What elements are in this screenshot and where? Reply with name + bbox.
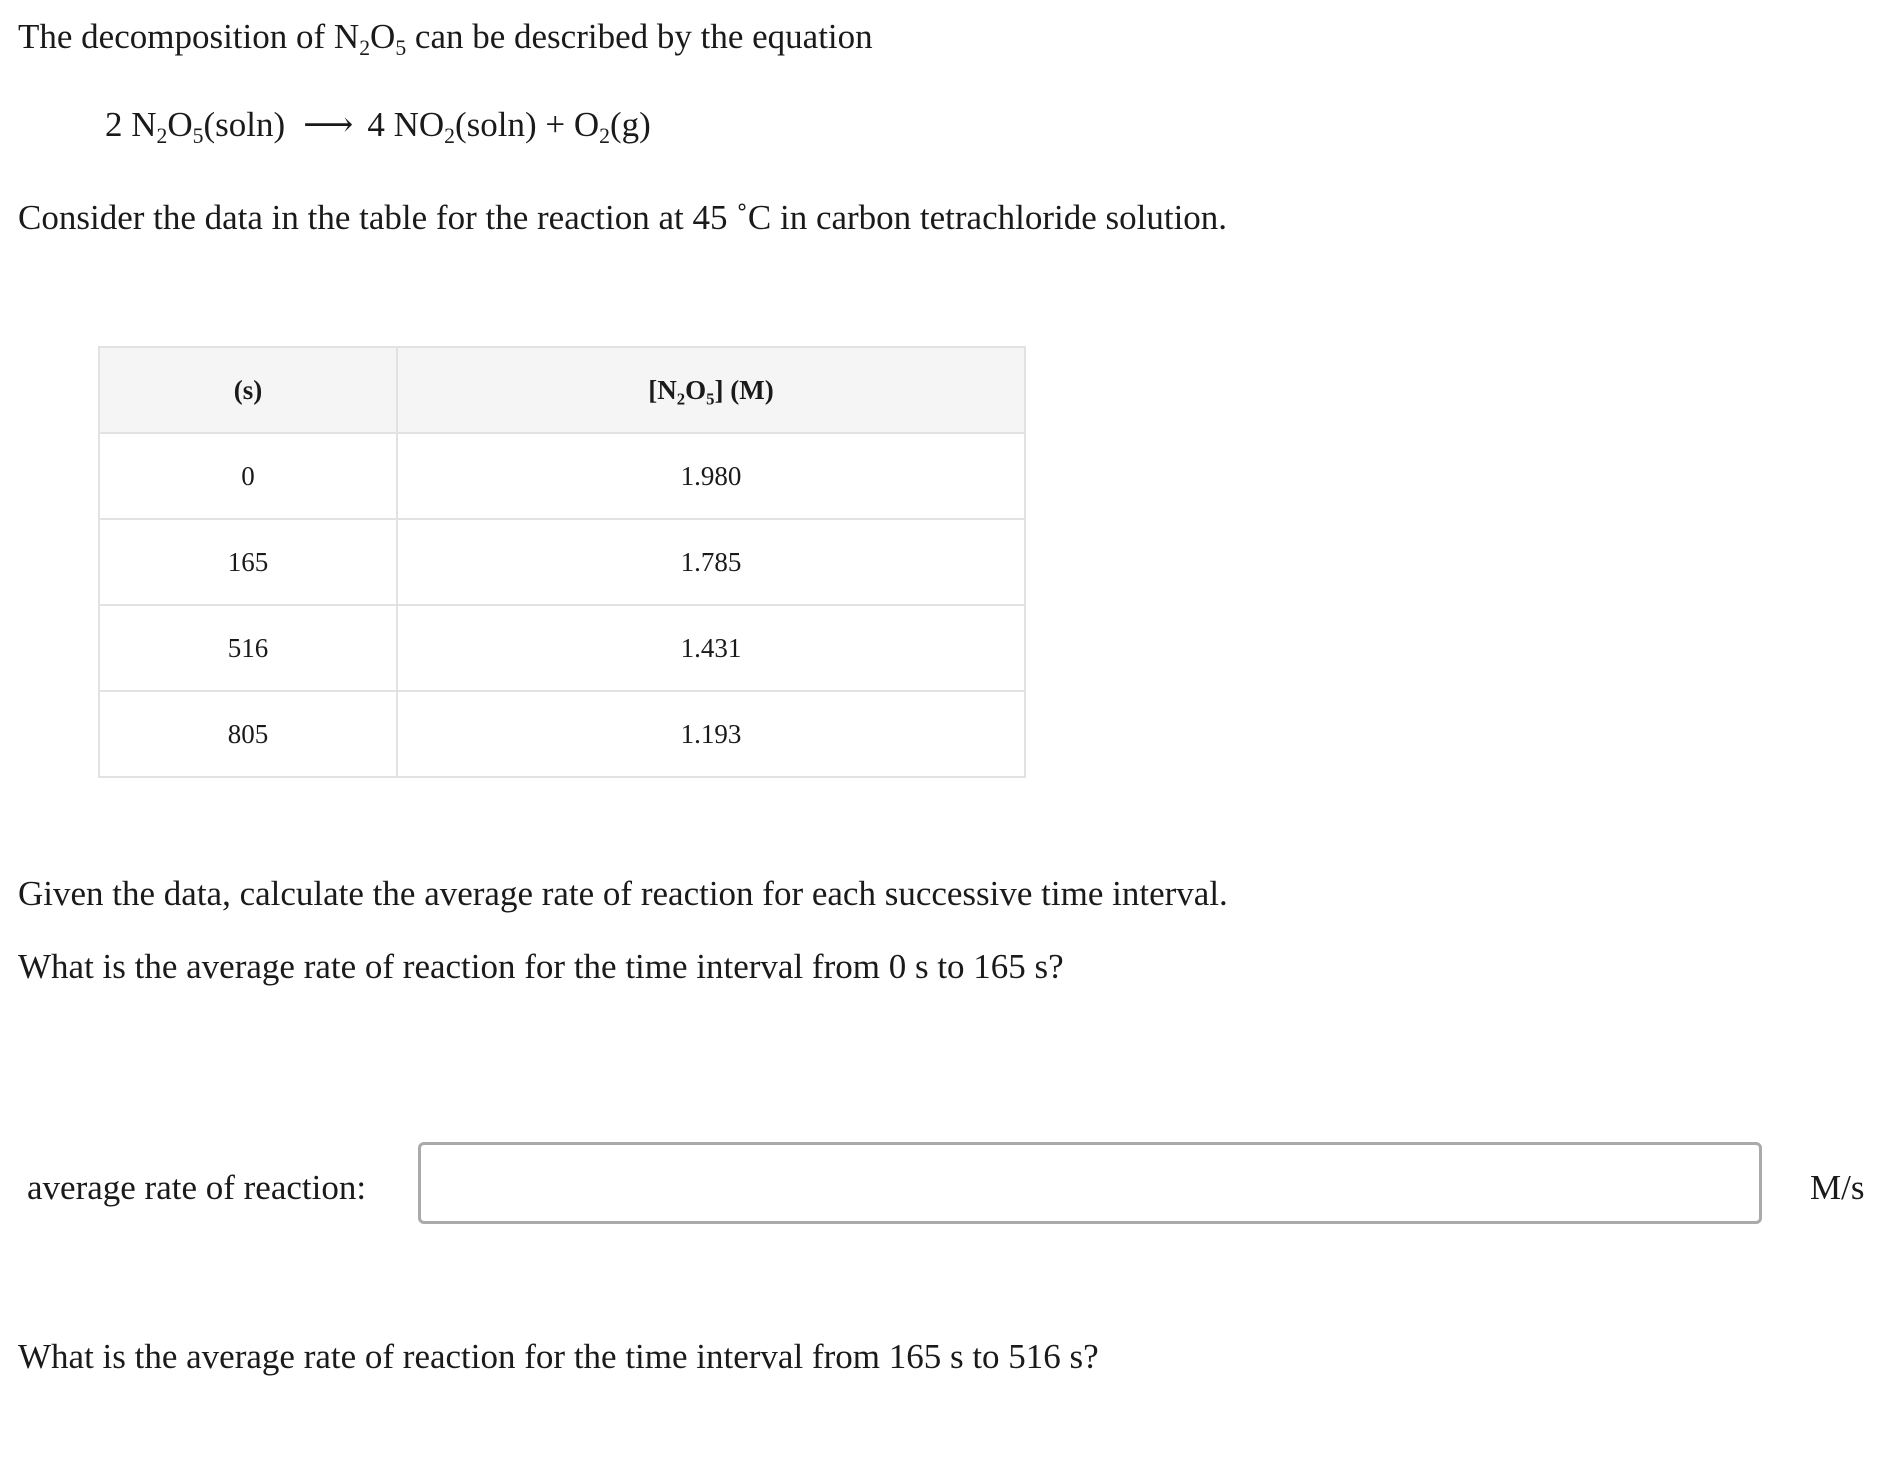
question-2-text: What is the average rate of reaction for the time interval from 165 s to 516 s?: [18, 1337, 1099, 1376]
concentration-cell: 1.193: [397, 691, 1025, 777]
time-column-header: (s): [99, 347, 397, 433]
kinetics-data-table: [98, 346, 1026, 778]
reaction-arrow: ⟶: [303, 105, 354, 144]
table-row: [99, 519, 1025, 605]
average-rate-input[interactable]: [418, 1142, 1762, 1224]
time-cell: 805: [99, 691, 397, 777]
average-rate-label: average rate of reaction:: [27, 1168, 367, 1207]
concentration-cell: 1.785: [397, 519, 1025, 605]
time-cell: 0: [99, 433, 397, 519]
instruction-text: Given the data, calculate the average rate of reaction for each successive time interval.: [18, 874, 1228, 913]
question-1-text: What is the average rate of reaction for the time interval from 0 s to 165 s?: [18, 947, 1064, 986]
time-cell: 516: [99, 605, 397, 691]
table-row: [99, 691, 1025, 777]
consider-text: Consider the data in the table for the reaction at 45 ˚C in carbon tetrachloride solution.: [18, 198, 1228, 237]
concentration-cell: 1.980: [397, 433, 1025, 519]
rate-unit-label: M/s: [1810, 1168, 1865, 1207]
intro-text: The decomposition of $N_2O_5$ can be described by the equation: [18, 17, 873, 60]
concentration-column-header: $[N_2O_5]$ (M): [397, 347, 1025, 433]
concentration-cell: 1.431: [397, 605, 1025, 691]
table-row: [99, 605, 1025, 691]
time-cell: 165: [99, 519, 397, 605]
chemical-equation: 2 $N_2O_5(soln)$ ⟶ 4 $NO_2(soln) + O_2(g)$: [105, 105, 651, 148]
table-header-row: [99, 347, 1025, 433]
table-row: [99, 433, 1025, 519]
